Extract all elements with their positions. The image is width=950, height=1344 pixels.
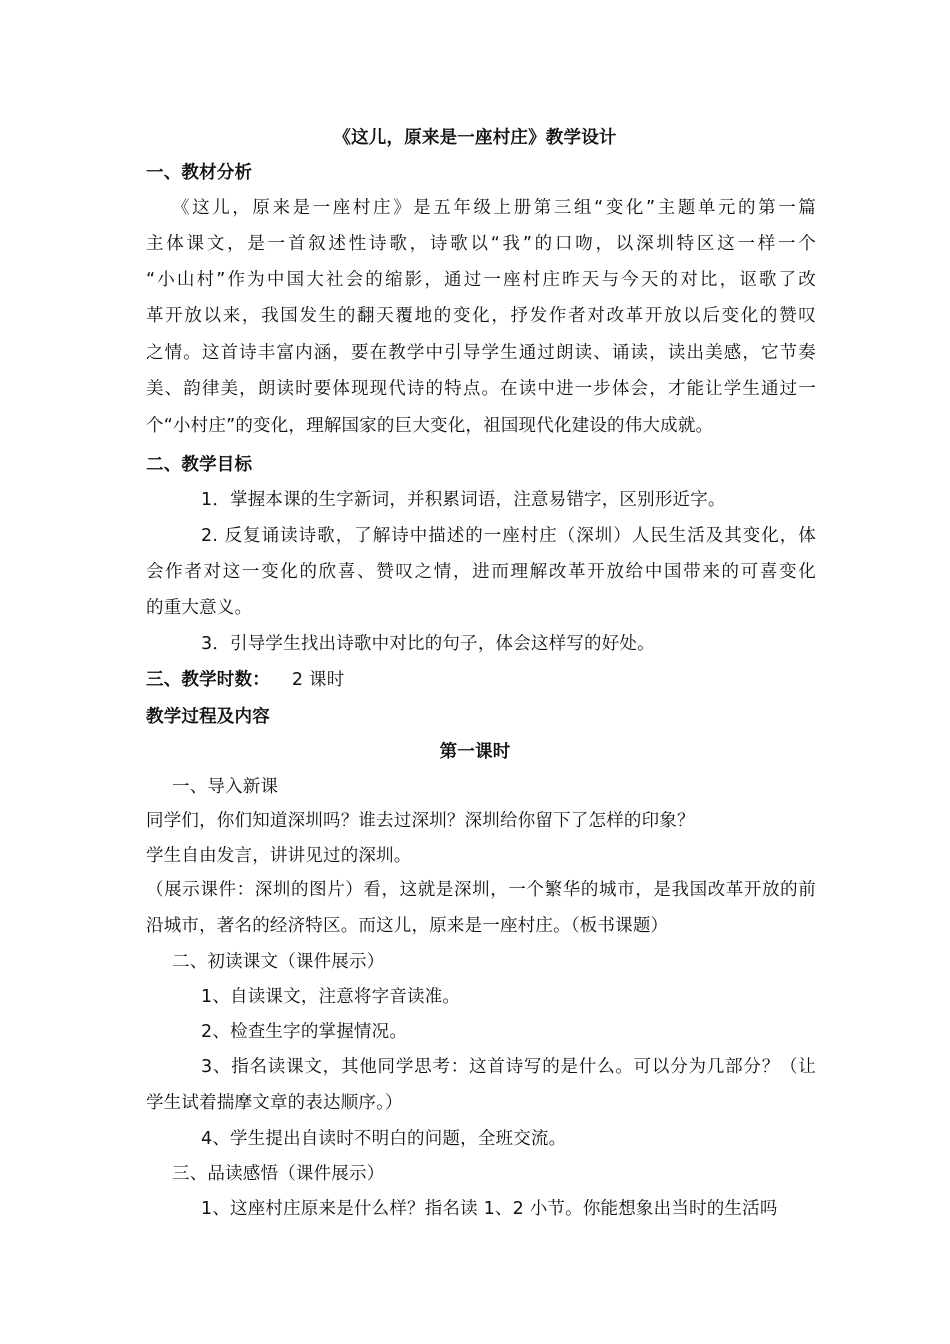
paragraph-line: 革开放以来，我国发生的翻天覆地的变化，抒发作者对改革开放以后变化的赞叹 <box>146 306 816 326</box>
part-heading-intro: 一、导入新课 <box>172 777 279 797</box>
part-heading-first-reading: 二、初读课文（课件展示） <box>172 952 385 972</box>
paragraph-line: 《这儿，原来是一座村庄》是五年级上册第三组“变化”主题单元的第一篇 <box>172 198 816 218</box>
section-heading-analysis: 一、教材分析 <box>146 163 253 183</box>
paragraph-line: “小山村”作为中国大社会的缩影，通过一座村庄昨天与今天的对比，讴歌了改 <box>146 270 816 290</box>
lesson-heading: 第一课时 <box>439 742 511 762</box>
intro-answer: 学生自由发言，讲讲见过的深圳。 <box>146 846 412 866</box>
section-heading-hours <box>146 668 816 692</box>
paragraph-line: 的重大意义。 <box>146 598 253 618</box>
hours-label: 三、教学时数： <box>146 670 270 690</box>
goal-item-1: 1．掌握本课的生字新词，并积累词语，注意易错字，区别形近字。 <box>201 490 726 510</box>
part-heading-appreciation: 三、品读感悟（课件展示） <box>172 1164 385 1184</box>
paragraph-line: 之情。这首诗丰富内涵，要在教学中引导学生通过朗读、诵读，读出美感，它节奏 <box>146 343 816 363</box>
paragraph-line: 美、韵律美，朗读时要体现现代诗的特点。在读中进一步体会，才能让学生通过一 <box>146 379 816 399</box>
intro-question: 同学们，你们知道深圳吗？谁去过深圳？深圳给你留下了怎样的印象？ <box>146 811 695 831</box>
paragraph-line: 个“小村庄”的变化，理解国家的巨大变化，祖国现代化建设的伟大成就。 <box>146 416 714 436</box>
hours-value: 2 课时 <box>291 670 345 690</box>
paragraph-line: 2. 反复诵读诗歌，了解诗中描述的一座村庄（深圳）人民生活及其变化，体 <box>201 526 816 546</box>
reading-item-1: 1、自读课文，注意将字音读准。 <box>201 987 461 1007</box>
appreciation-item-1: 1、这座村庄原来是什么样？指名读 1、2 小节。你能想象出当时的生活吗 <box>201 1199 778 1219</box>
section-heading-goals: 二、教学目标 <box>146 455 253 475</box>
paragraph-line: 主体课文，是一首叙述性诗歌，诗歌以“我”的口吻，以深圳特区这一样一个 <box>146 234 816 254</box>
paragraph-line: 会作者对这一变化的欣喜、赞叹之情，进而理解改革开放给中国带来的可喜变化 <box>146 562 816 582</box>
paragraph-line: （展示课件：深圳的图片）看，这就是深圳，一个繁华的城市，是我国改革开放的前 <box>146 880 816 900</box>
reading-item-4: 4、学生提出自读时不明白的问题，全班交流。 <box>201 1129 567 1149</box>
paragraph-line: 3、指名读课文，其他同学思考：这首诗写的是什么。可以分为几部分？（让 <box>201 1057 816 1077</box>
goal-item-3: 3．引导学生找出诗歌中对比的句子，体会这样写的好处。 <box>201 634 655 654</box>
reading-item-2: 2、检查生字的掌握情况。 <box>201 1022 408 1042</box>
document-title: 《这儿，原来是一座村庄》教学设计 <box>333 128 617 148</box>
paragraph-line: 学生试着揣摩文章的表达顺序。） <box>146 1093 403 1113</box>
process-heading: 教学过程及内容 <box>146 707 270 727</box>
paragraph-line: 沿城市，著名的经济特区。而这儿，原来是一座村庄。（板书课题） <box>146 916 669 936</box>
